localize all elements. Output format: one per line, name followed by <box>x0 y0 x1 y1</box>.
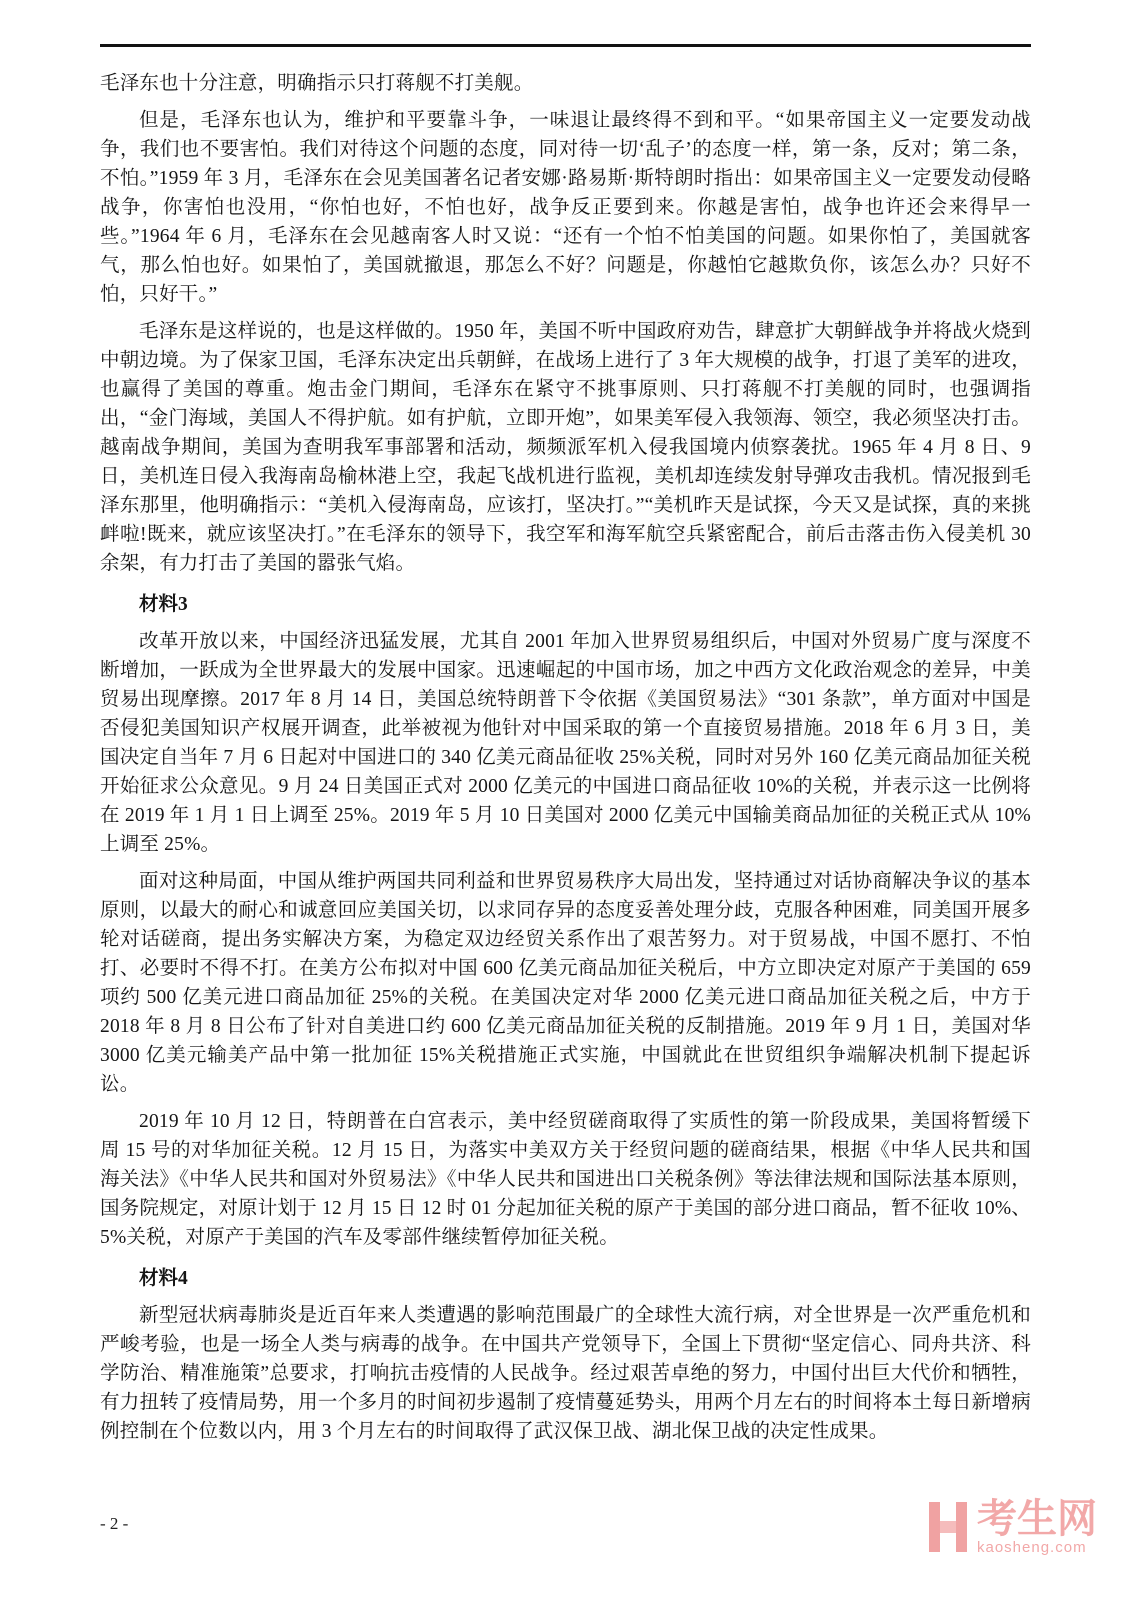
kaosheng-logo-icon <box>927 1502 969 1552</box>
page-header-rule <box>100 44 1031 47</box>
watermark-site-url: kaosheng.com <box>977 1539 1087 1557</box>
paragraph: 毛泽东是这样说的，也是这样做的。1950 年，美国不听中国政府劝告，肆意扩大朝鲜战争并将战火烧到中朝边境。为了保家卫国，毛泽东决定出兵朝鲜，在战场上进行了 3 年大规模的战争，打退了美军的进攻，也赢得了美国的尊重。炮击金门期间，毛泽东在紧守不挑事原则、只打蒋舰不打美舰的同时，也强调指出，“金门海域，美国人不得护航。如有护航，立即开炮”，如果美军侵入我领海、领空，我必须坚决打击。越南战争期间，美国为查明我军事部署和活动，频频派军机入侵我国境内侦察袭扰。1965 年 4 月 8 日、9 日，美机连日侵入我海南岛榆林港上空，我起飞战机进行监视，美机却连续发射导弹攻击我机。情况报到毛泽东那里，他明确指示：“美机入侵海南岛，应该打，坚决打。”“美机昨天是试探，今天又是试探，真的来挑衅啦!既来，就应该坚决打。”在毛泽东的领导下，我空军和海军航空兵紧密配合，前后击落击伤入侵美机 30 余架，有力打击了美国的嚣张气焰。 <box>100 321 1031 574</box>
page-number: - 2 - <box>100 1514 129 1533</box>
paragraph: 毛泽东也十分注意，明确指示只打蒋舰不打美舰。 <box>100 73 534 94</box>
kaosheng-watermark <box>927 1498 1097 1556</box>
material-3-heading: 材料3 <box>139 594 188 615</box>
paragraph: 面对这种局面，中国从维护两国共同利益和世界贸易秩序大局出发，坚持通过对话协商解决争议的基本原则，以最大的耐心和诚意回应美国关切，以求同存异的态度妥善处理分歧，克服各种困难，同美国开展多轮对话磋商，提出务实解决方案，为稳定双边经贸关系作出了艰苦努力。对于贸易战，中国不愿打、不怕打、必要时不得不打。在美方公布拟对中国 600 亿美元商品加征关税后，中方立即决定对原产于美国的 659 项约 500 亿美元进口商品加征 25%的关税。在美国决定对华 2000 亿美元进口商品加征关税之后，中方于 2018 年 8 月 8 日公布了针对自美进口约 600 亿美元商品加征关税的反制措施。2019 年 9 月 1 日，美国对华 3000 亿美元输美产品中第一批加征 15%关税措施正式实施，中国就此在世贸组织争端解决机制下提起诉讼。 <box>100 871 1031 1095</box>
paragraph: 新型冠状病毒肺炎是近百年来人类遭遇的影响范围最广的全球性大流行病，对全世界是一次严重危机和严峻考验，也是一场全人类与病毒的战争。在中国共产党领导下，全国上下贯彻“坚定信心、同舟共济、科学防治、精准施策”总要求，打响抗击疫情的人民战争。经过艰苦卓绝的努力，中国付出巨大代价和牺牲，有力扭转了疫情局势，用一个多月的时间初步遏制了疫情蔓延势头，用两个月左右的时间将本土每日新增病例控制在个位数以内，用 3 个月左右的时间取得了武汉保卫战、湖北保卫战的决定性成果。 <box>100 1305 1031 1442</box>
material-4-heading: 材料4 <box>139 1268 188 1289</box>
watermark-site-name: 考生网 <box>977 1497 1097 1542</box>
paragraph: 2019 年 10 月 12 日，特朗普在白宫表示，美中经贸磋商取得了实质性的第一阶段成果，美国将暂缓下周 15 号的对华加征关税。12 月 15 日，为落实中美双方关于经贸问题的磋商结果，根据《中华人民共和国海关法》《中华人民共和国对外贸易法》《中华人民共和国进出口关税条例》等法律法规和国际法基本原则，国务院规定，对原计划于 12 月 15 日 12 时 01 分起加征关税的原产于美国的部分进口商品，暂不征收 10%、5%关税，对原产于美国的汽车及零部件继续暂停加征关税。 <box>100 1111 1031 1248</box>
paragraph: 改革开放以来，中国经济迅猛发展，尤其自 2001 年加入世界贸易组织后，中国对外贸易广度与深度不断增加，一跃成为全世界最大的发展中国家。迅速崛起的中国市场，加之中西方文化政治观念的差异，中美贸易出现摩擦。2017 年 8 月 14 日，美国总统特朗普下令依据《美国贸易法》“301 条款”，单方面对中国是否侵犯美国知识产权展开调查，此举被视为他针对中国采取的第一个直接贸易措施。2018 年 6 月 3 日，美国决定自当年 7 月 6 日起对中国进口的 340 亿美元商品征收 25%关税，同时对另外 160 亿美元商品加征关税开始征求公众意见。9 月 24 日美国正式对 2000 亿美元的中国进口商品征收 10%的关税，并表示这一比例将在 2019 年 1 月 1 日上调至 25%。2019 年 5 月 10 日美国对 2000 亿美元中国输美商品加征的关税正式从 10%上调至 25%。 <box>100 631 1031 855</box>
paragraph: 但是，毛泽东也认为，维护和平要靠斗争，一味退让最终得不到和平。“如果帝国主义一定要发动战争，我们也不要害怕。我们对待这个问题的态度，同对待一切‘乱子’的态度一样，第一条，反对；第二条，不怕。”1959 年 3 月，毛泽东在会见美国著名记者安娜·路易斯·斯特朗时指出：如果帝国主义一定要发动侵略战争，你害怕也没用，“你怕也好，不怕也好，战争反正要到来。你越是害怕，战争也许还会来得早一些。”1964 年 6 月，毛泽东在会见越南客人时又说：“还有一个怕不怕美国的问题。如果你怕了，美国就客气，那么怕也好。如果怕了，美国就撤退，那怎么不好？问题是，你越怕它越欺负你，该怎么办？只好不怕，只好干。” <box>100 110 1031 305</box>
watermark-texts <box>977 1498 1097 1556</box>
